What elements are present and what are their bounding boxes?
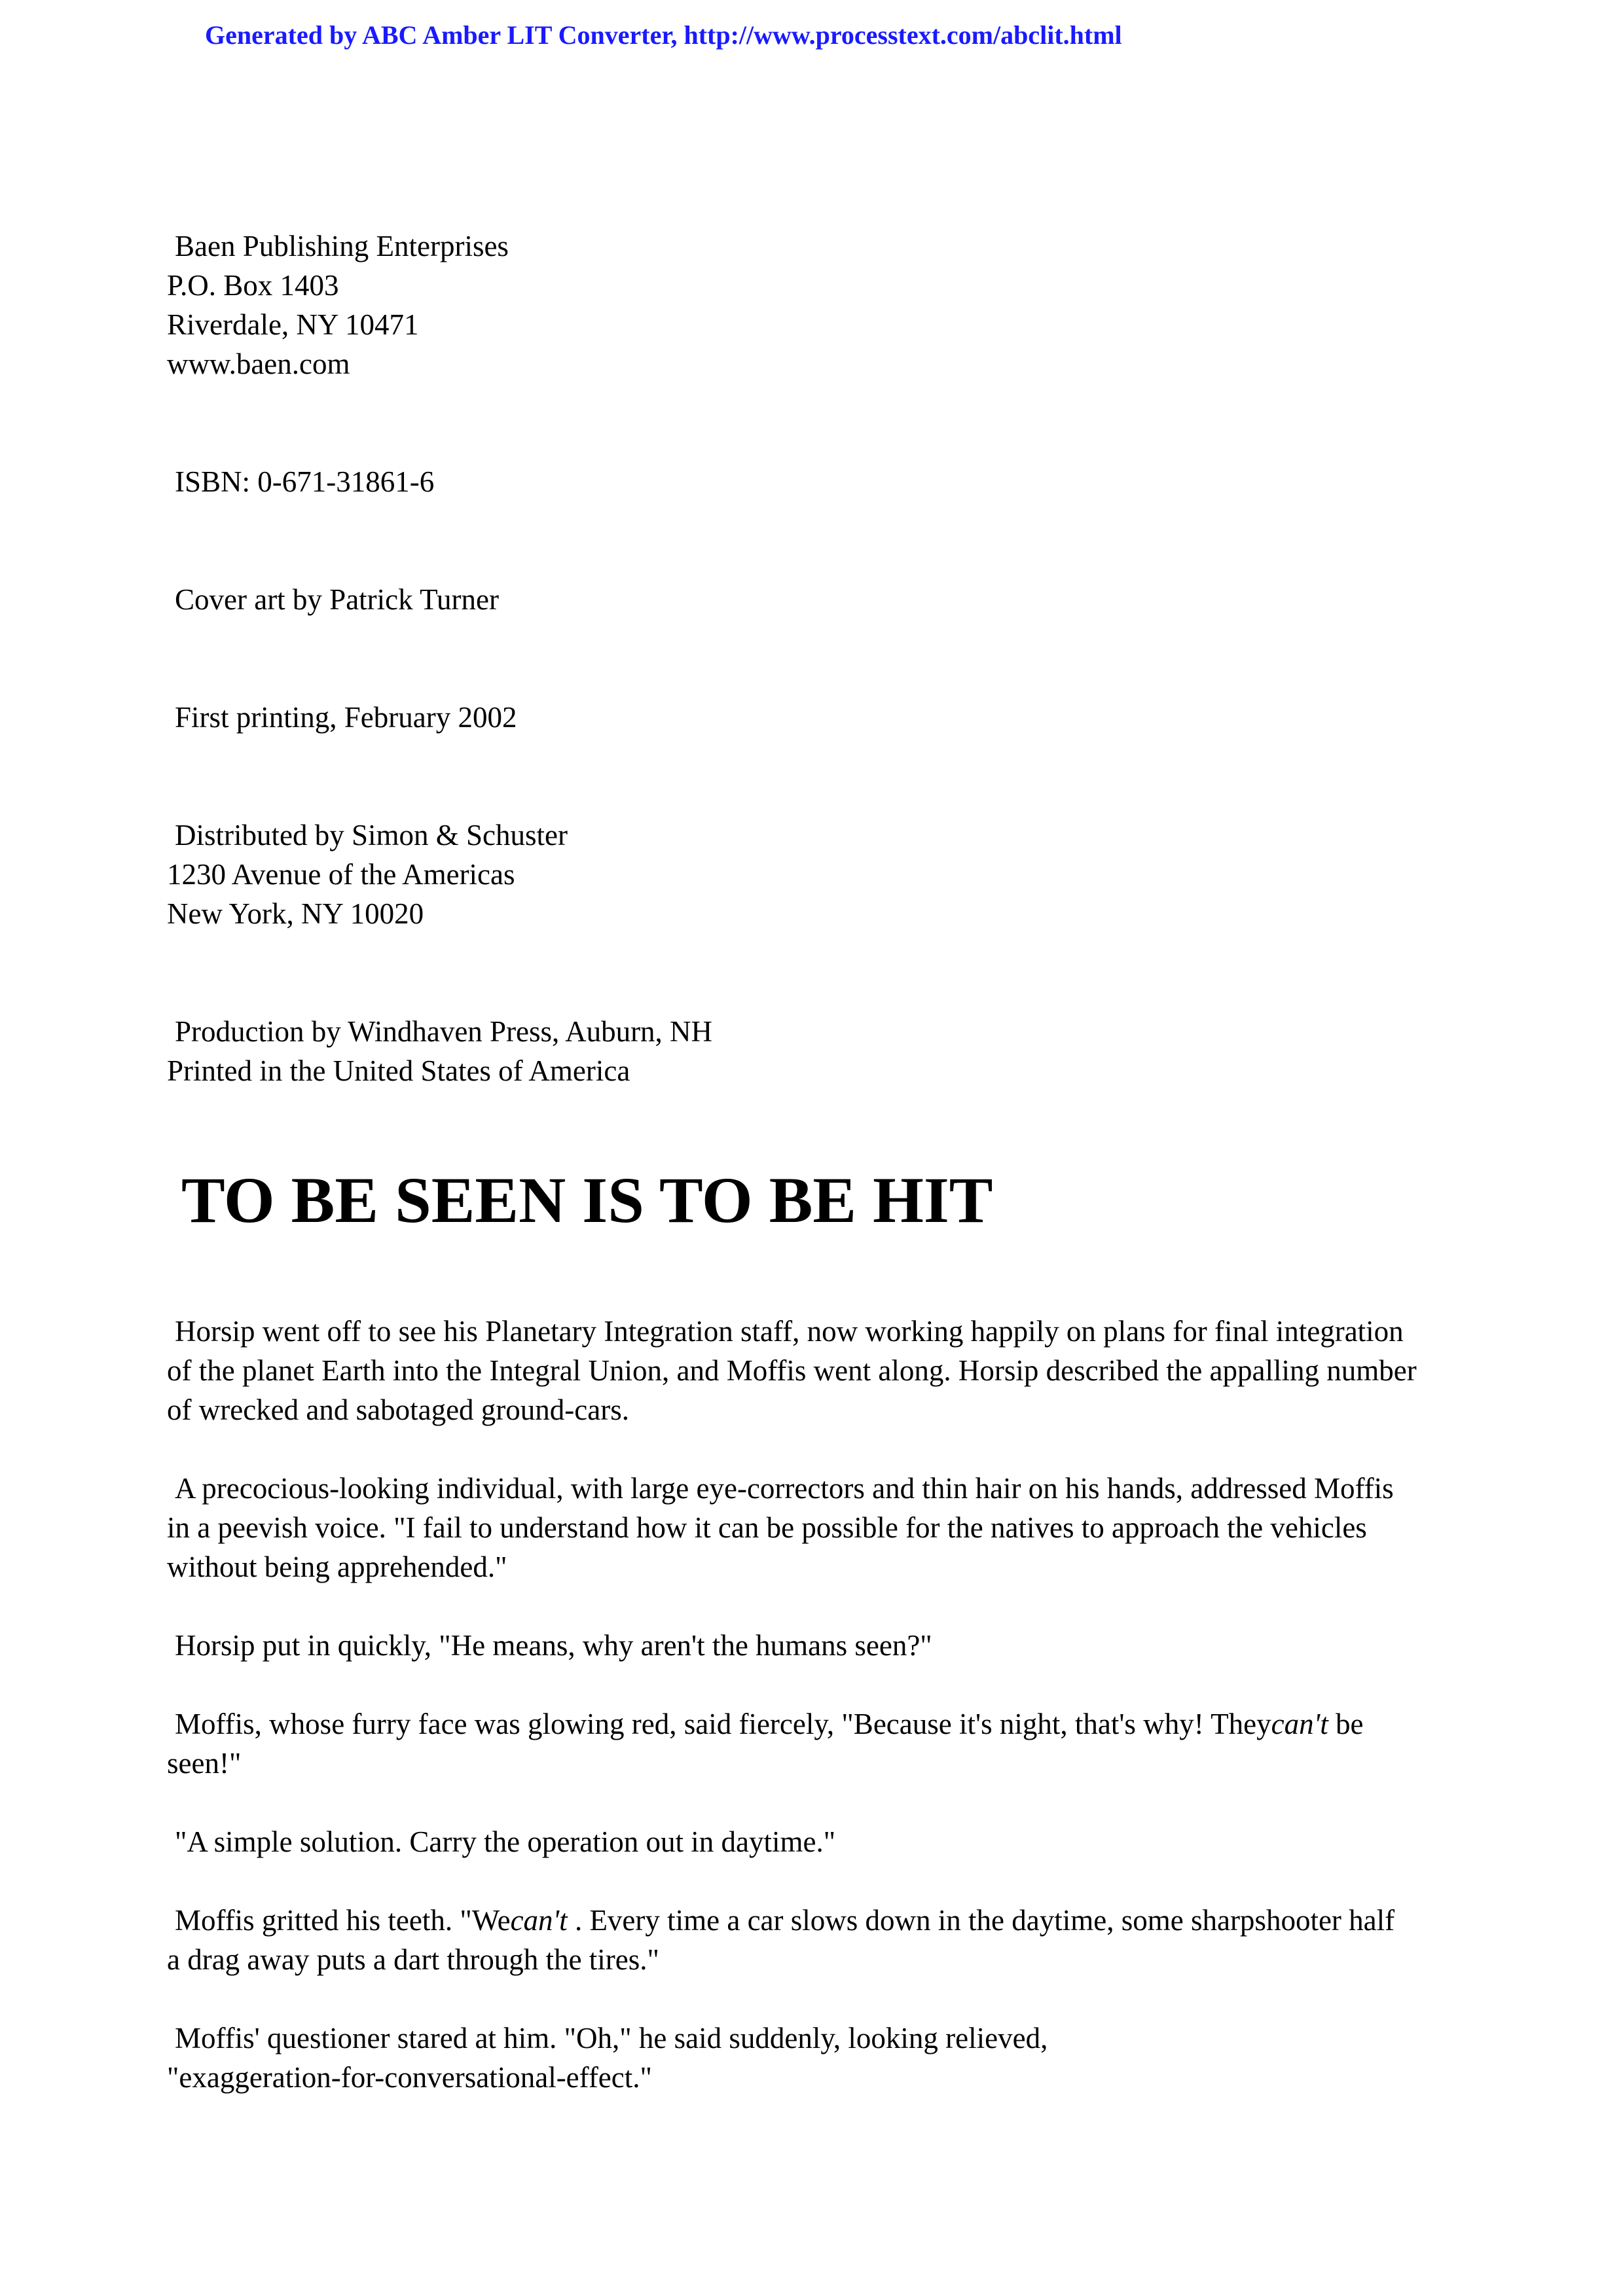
paragraph-line: A precocious-looking individual, with large eye-correctors and thin hair on his hands, addressed Moffis <box>175 1472 1394 1505</box>
emphasis-text: can't <box>1271 1708 1328 1740</box>
paragraph-6 <box>167 1901 1476 1979</box>
paragraph-line: a drag away puts a dart through the tires." <box>167 1943 659 1976</box>
publisher-name: Baen Publishing Enterprises <box>175 230 509 262</box>
distributor-name: Distributed by Simon & Schuster <box>175 819 568 852</box>
paragraph-line: "exaggeration-for-conversational-effect." <box>167 2061 652 2094</box>
paragraph-2 <box>167 1469 1476 1587</box>
text-run: Moffis, whose furry face was glowing red, said fiercely, "Because it's night, that's why! They <box>175 1708 1271 1740</box>
text-run: . Every time a car slows down in the daytime, some sharpshooter half <box>567 1904 1395 1937</box>
paragraph-line <box>167 1704 1476 1744</box>
first-printing: First printing, February 2002 <box>175 701 517 734</box>
paragraph-line: of wrecked and sabotaged ground-cars. <box>167 1393 629 1426</box>
paragraph-line: of the planet Earth into the Integral Union, and Moffis went along. Horsip described the appalling number <box>167 1354 1417 1387</box>
publisher-address <box>167 226 1476 384</box>
paragraph-5 <box>167 1822 1476 1861</box>
publisher-city: Riverdale, NY 10471 <box>167 308 419 341</box>
paragraph-3 <box>167 1626 1476 1665</box>
paragraph-line: "A simple solution. Carry the operation out in daytime." <box>175 1825 836 1858</box>
distributor-street: 1230 Avenue of the Americas <box>167 858 515 891</box>
production-credit: Production by Windhaven Press, Auburn, NH <box>175 1015 713 1048</box>
emphasis-text: can't <box>510 1904 568 1937</box>
paragraph-line: without being apprehended." <box>167 1551 507 1583</box>
paragraph-line: Horsip went off to see his Planetary Integration staff, now working happily on plans for final integration <box>175 1315 1404 1348</box>
cover-art-credit: Cover art by Patrick Turner <box>175 583 499 616</box>
printing-block <box>167 698 1476 737</box>
converter-banner: Generated by ABC Amber LIT Converter, http://www.processtext.com/abclit.html <box>205 20 1122 50</box>
production-block <box>167 1012 1476 1090</box>
document-body <box>167 226 1476 2136</box>
paragraph-7 <box>167 2018 1476 2097</box>
isbn-block <box>167 462 1476 501</box>
paragraph-line: in a peevish voice. "I fail to understand how it can be possible for the natives to approach the vehicles <box>167 1511 1367 1544</box>
paragraph-1 <box>167 1312 1476 1429</box>
paragraph-line: seen!" <box>167 1747 242 1780</box>
publisher-po-box: P.O. Box 1403 <box>167 269 339 302</box>
paragraph-line <box>167 1901 1476 1940</box>
paragraph-line: Horsip put in quickly, "He means, why aren't the humans seen?" <box>175 1629 932 1662</box>
text-run: be <box>1328 1708 1364 1740</box>
distributor-address <box>167 816 1476 933</box>
printed-in: Printed in the United States of America <box>167 1054 630 1087</box>
publisher-website: www.baen.com <box>167 348 350 380</box>
chapter-title: TO BE SEEN IS TO BE HIT <box>181 1164 993 1236</box>
isbn: ISBN: 0-671-31861-6 <box>175 465 435 498</box>
cover-art-block <box>167 580 1476 619</box>
text-run: Moffis gritted his teeth. "We <box>175 1904 511 1937</box>
paragraph-4 <box>167 1704 1476 1783</box>
paragraph-line: Moffis' questioner stared at him. "Oh," he said suddenly, looking relieved, <box>175 2022 1048 2054</box>
distributor-city: New York, NY 10020 <box>167 897 424 930</box>
